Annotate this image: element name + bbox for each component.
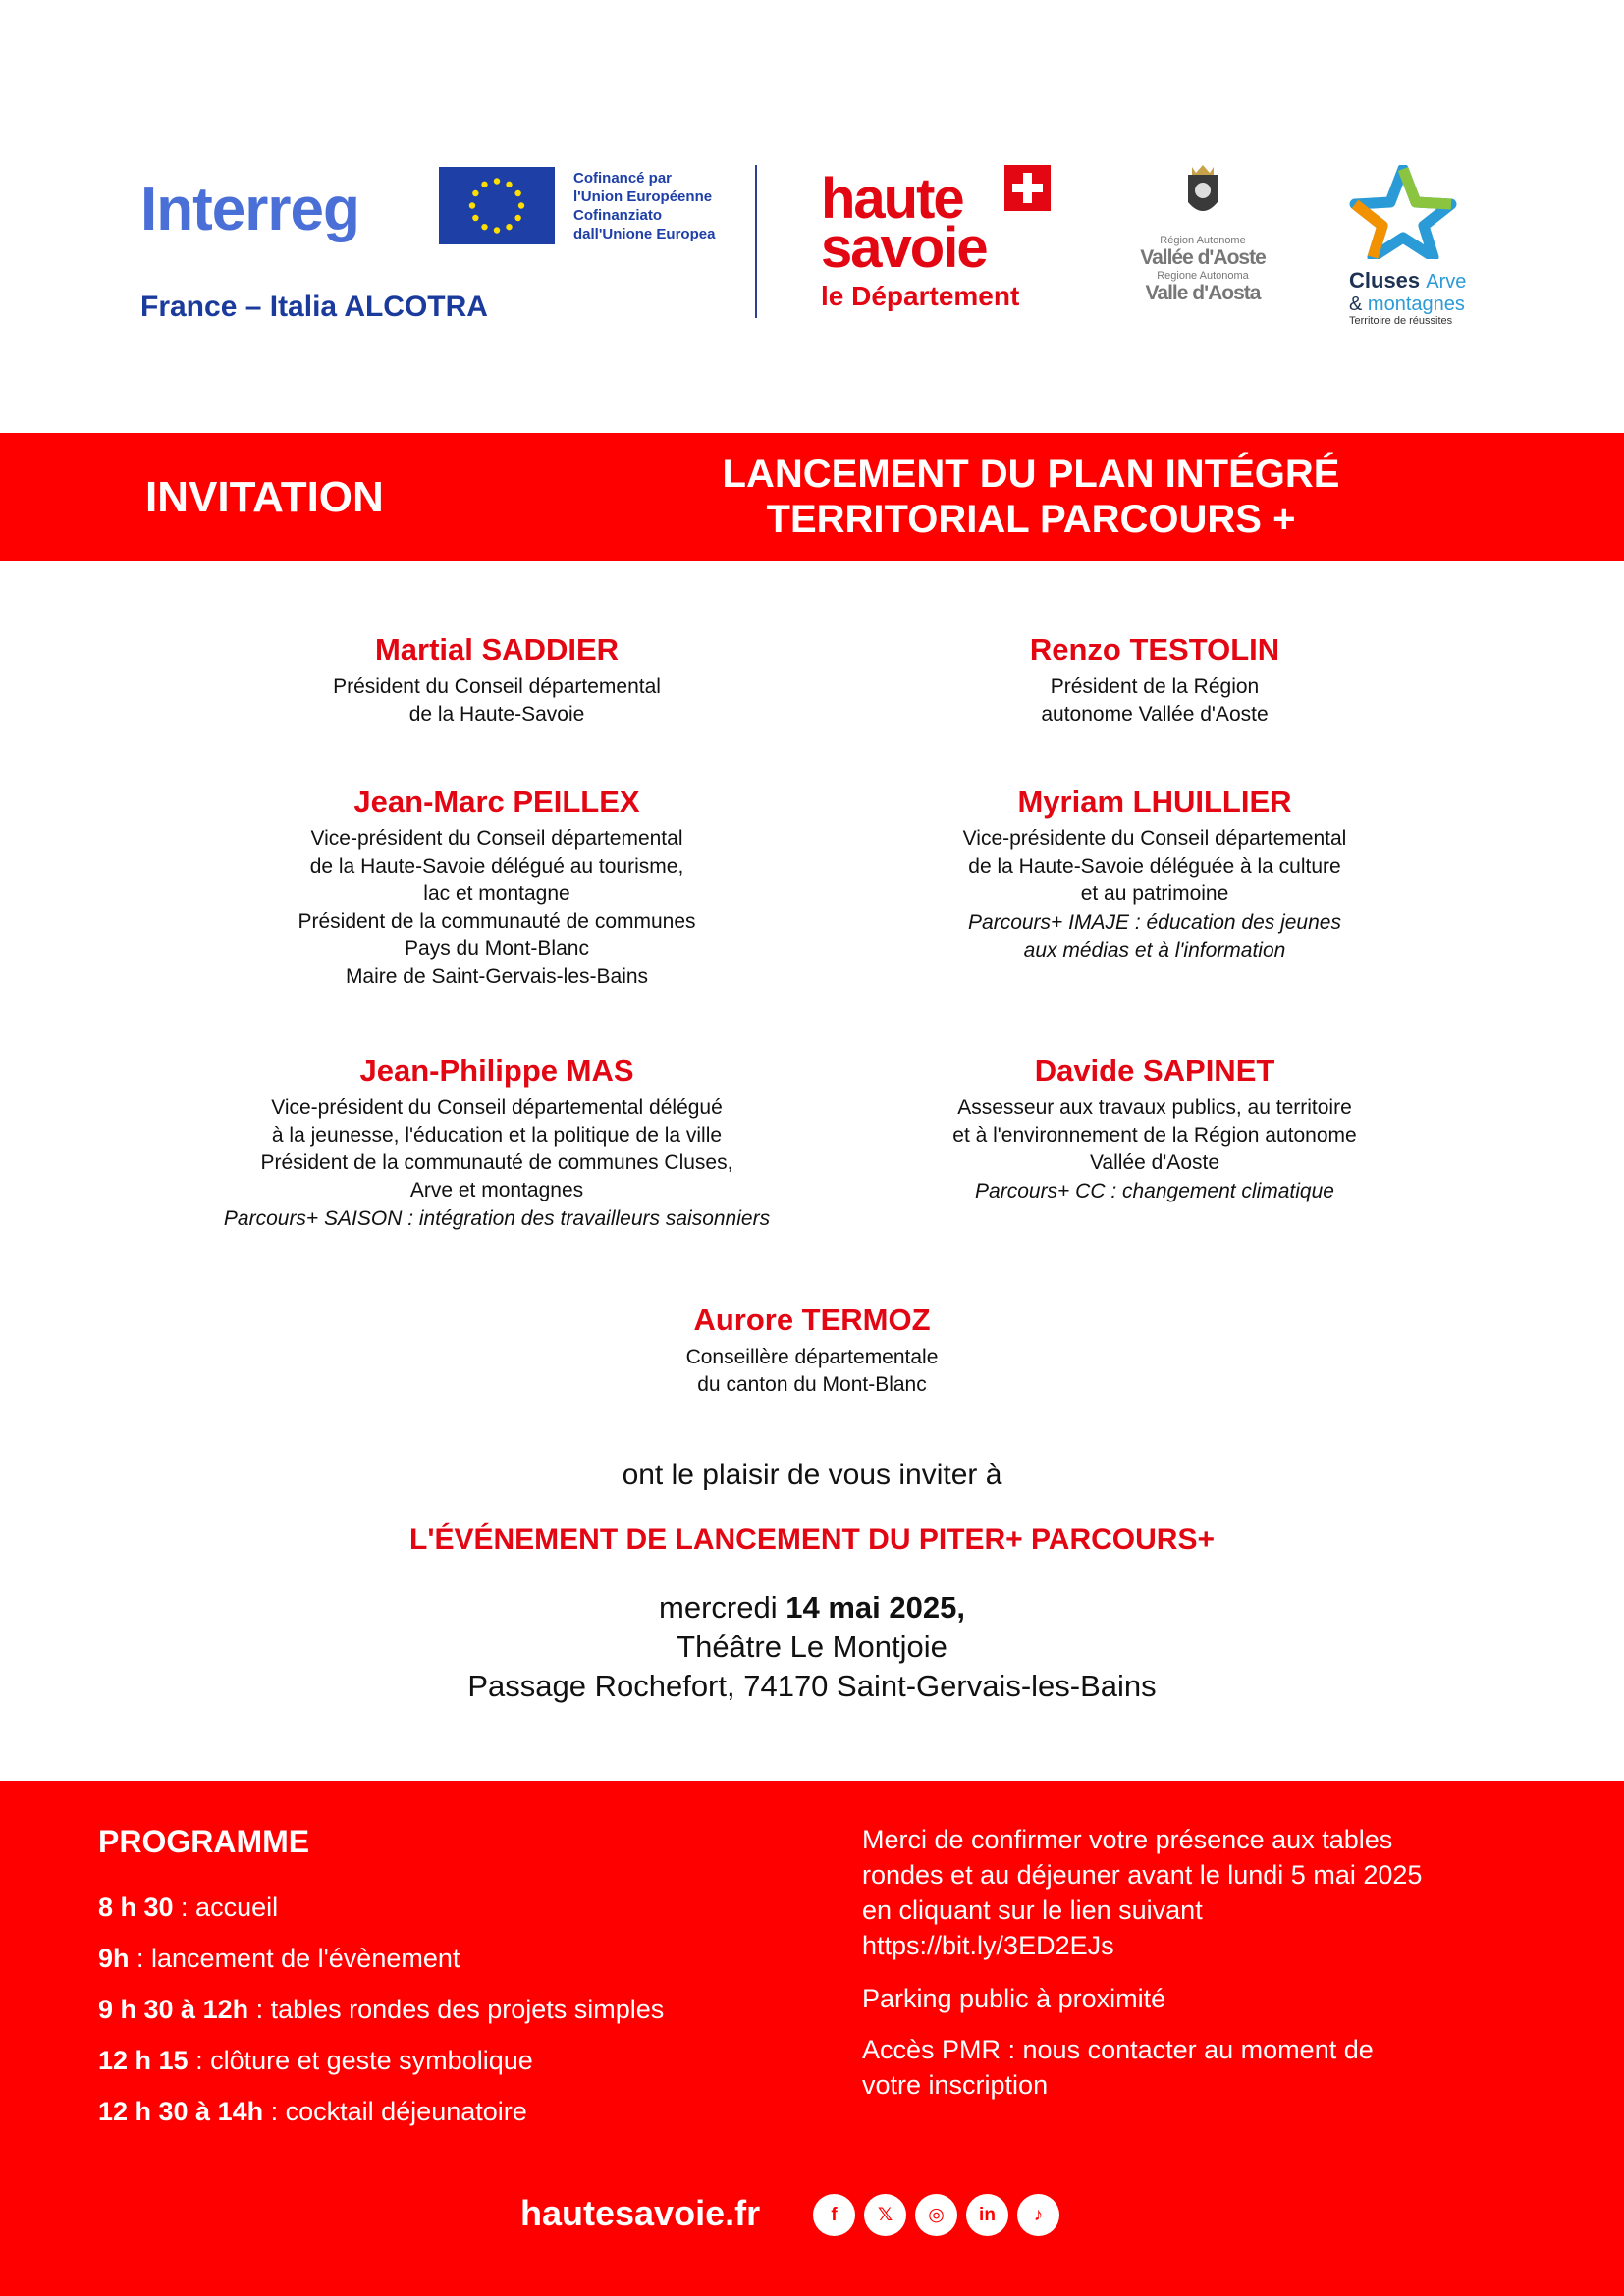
cluses-logo — [1349, 165, 1477, 327]
invite-pleasure: ont le plaisir de vous inviter à — [622, 1459, 1002, 1491]
programme-item — [98, 1893, 278, 1923]
event-day: mercredi — [659, 1590, 786, 1625]
programme-item — [98, 2046, 533, 2076]
event-title: L'ÉVÉNEMENT DE LANCEMENT DU PITER+ PARCOURS+ — [409, 1523, 1215, 1556]
x-icon[interactable]: 𝕏 — [864, 2194, 906, 2236]
hs-logo-line3: le Département — [821, 281, 1020, 311]
vda-line1: Région Autonome — [1160, 235, 1246, 246]
person-saddier — [167, 632, 827, 728]
logo-divider — [755, 165, 757, 318]
pmr-line: votre inscription — [862, 2070, 1049, 2100]
person-role-line: et à l'environnement de la Région autonome — [952, 1124, 1357, 1147]
haute-savoie-logo — [821, 167, 1020, 314]
savoie-cross-icon — [1004, 165, 1051, 211]
event-details — [0, 1588, 1624, 1706]
event-date — [0, 1588, 1624, 1628]
person-role-line: Conseillère départementale — [685, 1346, 939, 1368]
tiktok-icon[interactable]: ♪ — [1017, 2194, 1059, 2236]
rsvp-link[interactable]: https://bit.ly/3ED2EJs — [862, 1931, 1114, 1960]
eu-flag-icon — [439, 167, 555, 244]
hs-logo-line2: savoie — [821, 216, 987, 280]
programme-label: : tables rondes des projets simples — [248, 1995, 665, 2024]
cluses-sub — [1349, 294, 1477, 315]
pmr-info — [862, 2032, 1549, 2103]
cluses-name-main: Cluses — [1349, 268, 1421, 293]
launch-title-line2: TERRITORIAL PARCOURS + — [766, 498, 1296, 541]
vda-line4: Valle d'Aosta — [1145, 282, 1261, 304]
person-role-line: autonome Vallée d'Aoste — [1041, 703, 1269, 725]
person-role-line: lac et montagne — [423, 882, 570, 905]
person-name: Martial SADDIER — [374, 632, 620, 667]
person-role-line: Président de la communauté de communes — [298, 910, 696, 933]
programme-time: 8 h 30 — [98, 1893, 174, 1922]
eu-cofinance-text — [573, 169, 715, 243]
cluses-arve: Arve — [1426, 271, 1467, 293]
eu-line: Cofinanziato — [573, 207, 662, 224]
eu-line: dall'Unione Europea — [573, 226, 716, 242]
linkedin-icon[interactable]: in — [966, 2194, 1008, 2236]
person-testolin — [825, 632, 1485, 728]
programme-item — [98, 2097, 527, 2127]
person-role-line: à la jeunesse, l'éducation et la politique de la ville — [271, 1124, 723, 1147]
eu-line: Cofinancé par — [573, 170, 673, 187]
launch-title-line1: LANCEMENT DU PLAN INTÉGRÉ — [722, 453, 1340, 496]
vallee-aoste-logo — [1139, 163, 1267, 305]
person-role-line: du canton du Mont-Blanc — [697, 1373, 927, 1396]
rsvp-line: Merci de confirmer votre présence aux tables — [862, 1825, 1393, 1854]
eu-star — [481, 224, 487, 230]
programme-label: : clôture et geste symbolique — [188, 2046, 533, 2075]
person-name: Jean-Marc PEILLEX — [353, 784, 640, 819]
interreg-logo: Interreg — [140, 176, 359, 243]
person-lhuillier — [825, 784, 1485, 965]
eu-star — [472, 215, 478, 221]
person-role-line: Assesseur aux travaux publics, au territoire — [957, 1096, 1352, 1119]
person-role-line: Vice-présidente du Conseil départemental — [962, 828, 1347, 850]
person-project-line: Parcours+ CC : changement climatique — [975, 1180, 1334, 1202]
rsvp-line: en cliquant sur le lien suivant — [862, 1896, 1203, 1925]
instagram-icon[interactable]: ◎ — [915, 2194, 957, 2236]
person-project-line: Parcours+ IMAJE : éducation des jeunes — [968, 911, 1341, 934]
programme-item — [98, 1995, 664, 2025]
person-role-line: Vallée d'Aoste — [1089, 1151, 1220, 1174]
star-icon — [1349, 165, 1457, 259]
alcotra-label: France – Italia ALCOTRA — [140, 291, 488, 323]
rsvp-line: rondes et au déjeuner avant le lundi 5 mai 2025 — [862, 1860, 1423, 1890]
cluses-montagnes: montagnes — [1367, 294, 1465, 315]
eu-star — [469, 202, 475, 208]
person-role-line: de la Haute-Savoie déléguée à la culture — [968, 855, 1341, 878]
person-sapinet — [825, 1053, 1485, 1205]
programme-title: PROGRAMME — [98, 1824, 310, 1859]
event-address: Passage Rochefort, 74170 Saint-Gervais-les-Bains — [467, 1669, 1157, 1703]
person-role-line: Pays du Mont-Blanc — [405, 937, 589, 960]
cluses-tagline: Territoire de réussites — [1349, 315, 1453, 327]
eu-star — [514, 190, 520, 196]
person-name: Aurore TERMOZ — [693, 1303, 931, 1337]
programme-time: 12 h 15 — [98, 2046, 189, 2075]
hs-logo-line1: haute — [821, 167, 963, 231]
person-role-line: Maire de Saint-Gervais-les-Bains — [345, 965, 649, 988]
footer-website-link[interactable]: hautesavoie.fr — [520, 2193, 761, 2233]
eu-star — [518, 202, 524, 208]
pmr-line: Accès PMR : nous contacter au moment de — [862, 2035, 1374, 2064]
invitation-title: INVITATION — [145, 473, 384, 521]
person-mas — [147, 1053, 846, 1233]
eu-star — [494, 227, 500, 233]
vda-line2: Vallée d'Aoste — [1140, 246, 1266, 269]
event-date-bold: 14 mai 2025, — [785, 1590, 965, 1625]
eu-star — [494, 178, 500, 184]
cluses-name — [1349, 268, 1477, 294]
person-name: Myriam LHUILLIER — [1017, 784, 1292, 819]
launch-title — [638, 452, 1424, 542]
eu-star — [506, 182, 512, 187]
person-role-line: de la Haute-Savoie délégué au tourisme, — [309, 855, 684, 878]
person-name: Jean-Philippe MAS — [359, 1053, 634, 1088]
person-role-line: et au patrimoine — [1080, 882, 1229, 905]
person-role-line: Président du Conseil départemental — [333, 675, 661, 698]
vda-line3: Regione Autonoma — [1157, 270, 1249, 282]
facebook-icon[interactable]: f — [813, 2194, 855, 2236]
person-role-line: de la Haute-Savoie — [408, 703, 585, 725]
person-name: Davide SAPINET — [1034, 1053, 1275, 1088]
person-role-line: Président de la communauté de communes Cluses, — [260, 1151, 733, 1174]
programme-label: : cocktail déjeunatoire — [263, 2097, 527, 2126]
programme-time: 9 h 30 à 12h — [98, 1995, 249, 2024]
person-termoz — [491, 1303, 1133, 1399]
person-role-line: Vice-président du Conseil départemental — [310, 828, 683, 850]
programme-label: : accueil — [173, 1893, 279, 1922]
eu-star — [506, 224, 512, 230]
programme-label: : lancement de l'évènement — [129, 1944, 460, 1973]
eu-star — [472, 190, 478, 196]
eu-star — [514, 215, 520, 221]
person-project-line: Parcours+ SAISON : intégration des travailleurs saisonniers — [223, 1207, 771, 1230]
person-role-line: Vice-président du Conseil départemental délégué — [271, 1096, 723, 1119]
programme-time: 12 h 30 à 14h — [98, 2097, 264, 2126]
rsvp-info — [862, 1822, 1549, 1963]
eu-star — [481, 182, 487, 187]
eu-line: l'Union Européenne — [573, 188, 713, 205]
aoste-shield-icon — [1178, 163, 1227, 226]
person-project-line: aux médias et à l'information — [1023, 939, 1286, 962]
event-venue: Théâtre Le Montjoie — [677, 1629, 947, 1664]
programme-time: 9h — [98, 1944, 130, 1973]
person-role-line: Président de la Région — [1050, 675, 1260, 698]
programme-item — [98, 1944, 460, 1974]
cluses-and: & — [1349, 294, 1363, 315]
person-name: Renzo TESTOLIN — [1029, 632, 1280, 667]
person-peillex — [167, 784, 827, 990]
person-role-line: Arve et montagnes — [409, 1179, 584, 1201]
parking-info: Parking public à proximité — [862, 1984, 1166, 2013]
